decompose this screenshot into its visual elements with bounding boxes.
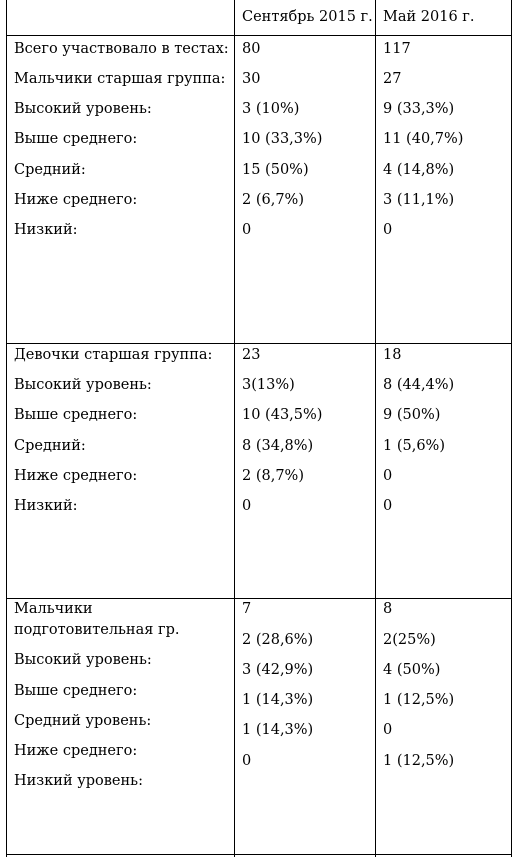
column-divider-1 [234, 0, 235, 857]
value-sep-average: 15 (50%) [242, 162, 309, 178]
label-average-level: Средний уровень: [14, 713, 152, 729]
row-divider-1 [6, 343, 512, 344]
value-may-average: 1 (5,6%) [383, 438, 445, 454]
label-above-average: Выше среднего: [14, 131, 138, 147]
value-sep-below: 2 (8,7%) [242, 468, 304, 484]
value-sep-total: 80 [242, 41, 261, 57]
label-high-level: Высокий уровень: [14, 652, 152, 668]
label-below-average: Ниже среднего: [14, 468, 138, 484]
value-sep-boys-prep: 7 [242, 601, 252, 617]
value-may-high: 8 (44,4%) [383, 377, 455, 393]
value-sep-below: 2 (6,7%) [242, 192, 304, 208]
value-sep-low: 0 [242, 222, 252, 238]
label-high-level: Высокий уровень: [14, 101, 152, 117]
value-sep-prep-2: 2 (28,6%) [242, 632, 314, 648]
label-low: Низкий: [14, 222, 78, 238]
value-sep-above: 10 (43,5%) [242, 407, 323, 423]
value-may-boys: 27 [383, 71, 402, 87]
label-boys-prep-line1: Мальчики [14, 601, 93, 617]
value-may-girls: 18 [383, 347, 402, 363]
value-may-above: 9 (50%) [383, 407, 441, 423]
label-total-tested: Всего участвовало в тестах: [14, 41, 229, 57]
value-may-below: 0 [383, 468, 393, 484]
value-sep-low: 0 [242, 498, 252, 514]
value-sep-girls: 23 [242, 347, 261, 363]
value-sep-prep-3: 3 (42,9%) [242, 662, 314, 678]
label-low-level: Низкий уровень: [14, 773, 143, 789]
value-sep-prep-5: 1 (14,3%) [242, 722, 314, 738]
value-may-high: 9 (33,3%) [383, 101, 455, 117]
label-average: Средний: [14, 162, 86, 178]
value-may-prep-4: 1 (12,5%) [383, 692, 455, 708]
value-sep-average: 8 (34,8%) [242, 438, 314, 454]
header-may-2016: Май 2016 г. [383, 9, 475, 25]
value-sep-prep-4: 1 (14,3%) [242, 692, 314, 708]
row-divider-bottom [6, 854, 512, 855]
row-divider-header [6, 35, 512, 36]
value-may-prep-3: 4 (50%) [383, 662, 441, 678]
label-above-average: Выше среднего: [14, 407, 138, 423]
value-may-average: 4 (14,8%) [383, 162, 455, 178]
value-may-total: 117 [383, 41, 411, 57]
label-boys-senior: Мальчики старшая группа: [14, 71, 226, 87]
value-sep-prep-6: 0 [242, 753, 252, 769]
value-sep-above: 10 (33,3%) [242, 131, 323, 147]
label-below-average: Ниже среднего: [14, 743, 138, 759]
value-sep-high: 3 (10%) [242, 101, 300, 117]
label-low: Низкий: [14, 498, 78, 514]
value-may-boys-prep: 8 [383, 601, 393, 617]
label-girls-senior: Девочки старшая группа: [14, 347, 213, 363]
column-divider-2 [375, 0, 376, 857]
row-divider-2 [6, 598, 512, 599]
value-may-low: 0 [383, 222, 393, 238]
label-average: Средний: [14, 438, 86, 454]
value-may-prep-2: 2(25%) [383, 632, 436, 648]
value-may-low: 0 [383, 498, 393, 514]
value-may-prep-5: 0 [383, 722, 393, 738]
value-sep-boys: 30 [242, 71, 261, 87]
label-high-level: Высокий уровень: [14, 377, 152, 393]
label-above-average: Выше среднего: [14, 683, 138, 699]
value-sep-high: 3(13%) [242, 377, 295, 393]
value-may-below: 3 (11,1%) [383, 192, 455, 208]
label-boys-prep-line2: подготовительная гр. [14, 622, 180, 638]
label-below-average: Ниже среднего: [14, 192, 138, 208]
value-may-prep-6: 1 (12,5%) [383, 753, 455, 769]
table-border-left [6, 0, 7, 857]
value-may-above: 11 (40,7%) [383, 131, 464, 147]
header-sep-2015: Сентябрь 2015 г. [242, 9, 373, 25]
